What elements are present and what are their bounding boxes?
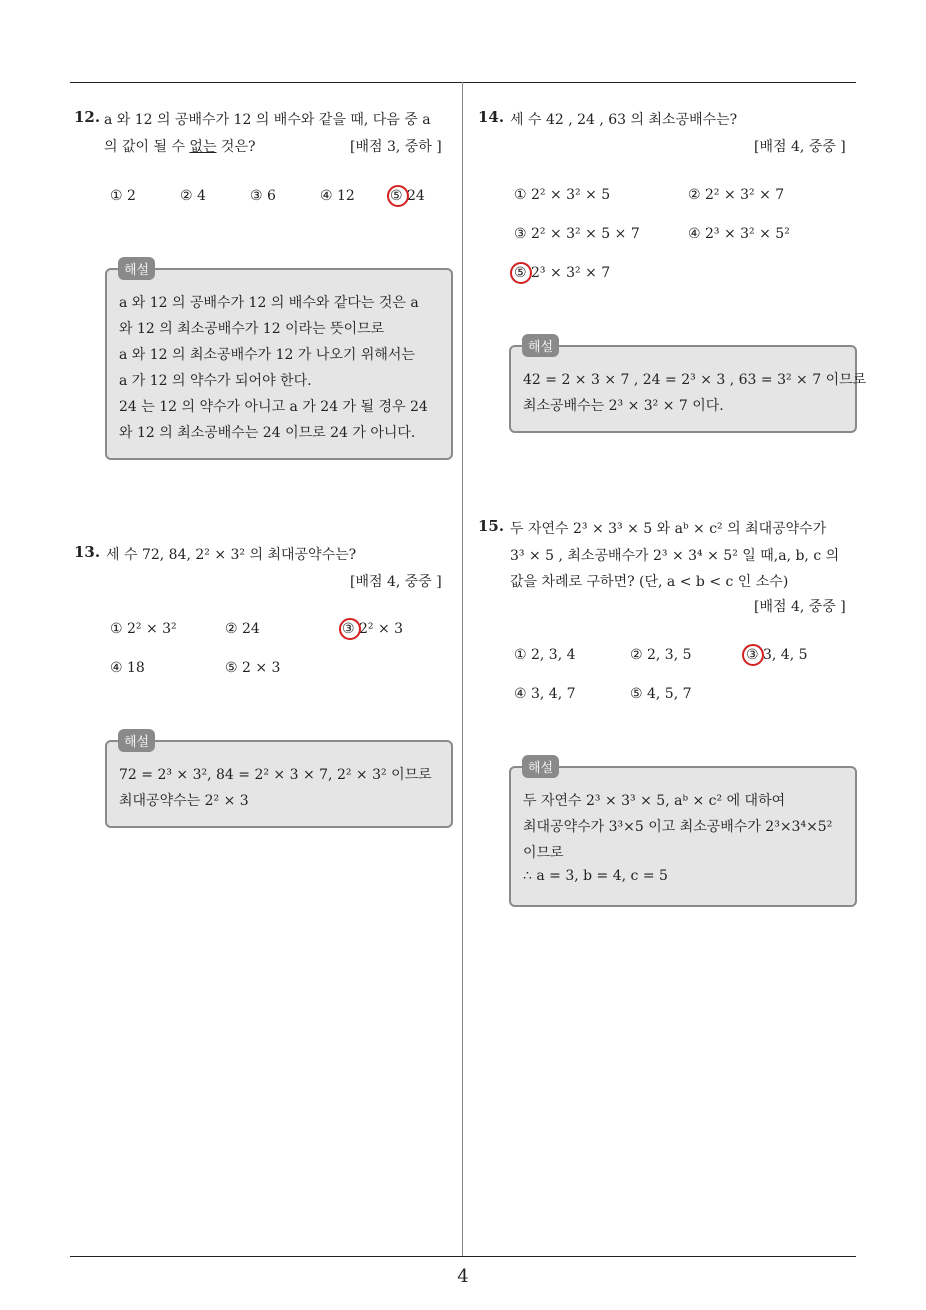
option-3[interactable]: ③ 2² × 3² × 5 × 7 bbox=[514, 226, 640, 242]
option-2[interactable]: ② 2² × 3² × 7 bbox=[688, 187, 785, 203]
solution-tag: 해설 bbox=[522, 334, 559, 357]
answer-circle bbox=[387, 185, 409, 207]
question-number: 14. bbox=[478, 108, 505, 126]
option-1[interactable]: ① 2² × 3² × 5 bbox=[514, 187, 611, 203]
solution-line: 와 12 의 최소공배수가 12 이라는 뜻이므로 bbox=[119, 321, 385, 337]
solution-line: 24 는 12 의 약수가 아니고 a 가 24 가 될 경우 24 bbox=[119, 399, 428, 415]
score-label: [배점 4, 중중 ] bbox=[350, 574, 442, 590]
solution-line: 최대공약수는 2² × 3 bbox=[119, 793, 249, 809]
option-5[interactable]: ⑤ 2 × 3 bbox=[225, 660, 281, 676]
solution-line: a 와 12 의 최소공배수가 12 가 나오기 위해서는 bbox=[119, 347, 415, 363]
option-3[interactable]: ③ 3, 4, 5 bbox=[746, 647, 808, 663]
solution-line: 이므로 bbox=[523, 845, 564, 861]
column-divider bbox=[462, 82, 463, 1257]
solution-line: 두 자연수 2³ × 3³ × 5, aᵇ × c² 에 대하여 bbox=[523, 793, 786, 809]
solution-line: 최소공배수는 2³ × 3² × 7 이다. bbox=[523, 398, 724, 414]
solution-box bbox=[105, 268, 453, 460]
score-label: [배점 3, 중하 ] bbox=[350, 139, 442, 155]
solution-line: 와 12 의 최소공배수는 24 이므로 24 가 아니다. bbox=[119, 425, 416, 441]
score-label: [배점 4, 중중 ] bbox=[754, 599, 846, 615]
page-number: 4 bbox=[457, 1266, 469, 1287]
option-1[interactable]: ① 2, 3, 4 bbox=[514, 647, 576, 663]
option-2[interactable]: ② 4 bbox=[180, 188, 206, 204]
question-text: 세 수 72, 84, 2² × 3² 의 최대공약수는? bbox=[106, 547, 357, 563]
solution-line: 42 = 2 × 3 × 7 , 24 = 2³ × 3 , 63 = 3² × 7 이므로 bbox=[523, 372, 867, 388]
question-text: 두 자연수 2³ × 3³ × 5 와 aᵇ × c² 의 최대공약수가 bbox=[510, 521, 827, 537]
score-label: [배점 4, 중중 ] bbox=[754, 139, 846, 155]
question-text: 세 수 42 , 24 , 63 의 최소공배수는? bbox=[510, 112, 738, 128]
solution-box bbox=[509, 766, 857, 907]
option-4[interactable]: ④ 12 bbox=[320, 188, 355, 204]
option-1[interactable]: ① 2 bbox=[110, 188, 136, 204]
question-text-2: 의 값이 될 수 없는 것은? bbox=[104, 139, 256, 155]
answer-circle bbox=[339, 618, 361, 640]
option-4[interactable]: ④ 18 bbox=[110, 660, 145, 676]
option-3[interactable]: ③ 2² × 3 bbox=[342, 621, 404, 637]
solution-box bbox=[105, 740, 453, 828]
solution-tag: 해설 bbox=[522, 755, 559, 778]
question-text-3: 값을 차례로 구하면? (단, a < b < c 인 소수) bbox=[510, 574, 789, 590]
option-4[interactable]: ④ 3, 4, 7 bbox=[514, 686, 576, 702]
solution-box bbox=[509, 345, 867, 433]
option-5[interactable]: ⑤ 2³ × 3² × 7 bbox=[514, 265, 611, 281]
question-text: a 와 12 의 공배수가 12 의 배수와 같을 때, 다음 중 a bbox=[104, 112, 431, 128]
solution-line: a 가 12 의 약수가 되어야 한다. bbox=[119, 373, 312, 389]
option-1[interactable]: ① 2² × 3² bbox=[110, 621, 177, 637]
answer-circle bbox=[742, 644, 764, 666]
option-2[interactable]: ② 24 bbox=[225, 621, 260, 637]
solution-line: 72 = 2³ × 3², 84 = 2² × 3 × 7, 2² × 3² 이므로 bbox=[119, 767, 432, 783]
bottom-rule bbox=[70, 1256, 856, 1257]
option-2[interactable]: ② 2, 3, 5 bbox=[630, 647, 692, 663]
question-number: 13. bbox=[74, 543, 101, 561]
solution-line: a 와 12 의 공배수가 12 의 배수와 같다는 것은 a bbox=[119, 295, 419, 311]
question-text-2: 3³ × 5 , 최소공배수가 2³ × 3⁴ × 5² 일 때,a, b, c 의 bbox=[510, 548, 840, 564]
solution-line: 최대공약수가 3³×5 이고 최소공배수가 2³×3⁴×5² bbox=[523, 819, 833, 835]
option-4[interactable]: ④ 2³ × 3² × 5² bbox=[688, 226, 790, 242]
option-3[interactable]: ③ 6 bbox=[250, 188, 276, 204]
answer-circle bbox=[510, 262, 532, 284]
solution-tag: 해설 bbox=[118, 257, 155, 280]
solution-line: ∴ a = 3, b = 4, c = 5 bbox=[523, 868, 668, 884]
top-rule bbox=[70, 82, 856, 83]
solution-tag: 해설 bbox=[118, 729, 155, 752]
question-number: 12. bbox=[74, 108, 101, 126]
option-5[interactable]: ⑤ 24 bbox=[390, 188, 425, 204]
question-number: 15. bbox=[478, 517, 505, 535]
option-5[interactable]: ⑤ 4, 5, 7 bbox=[630, 686, 692, 702]
